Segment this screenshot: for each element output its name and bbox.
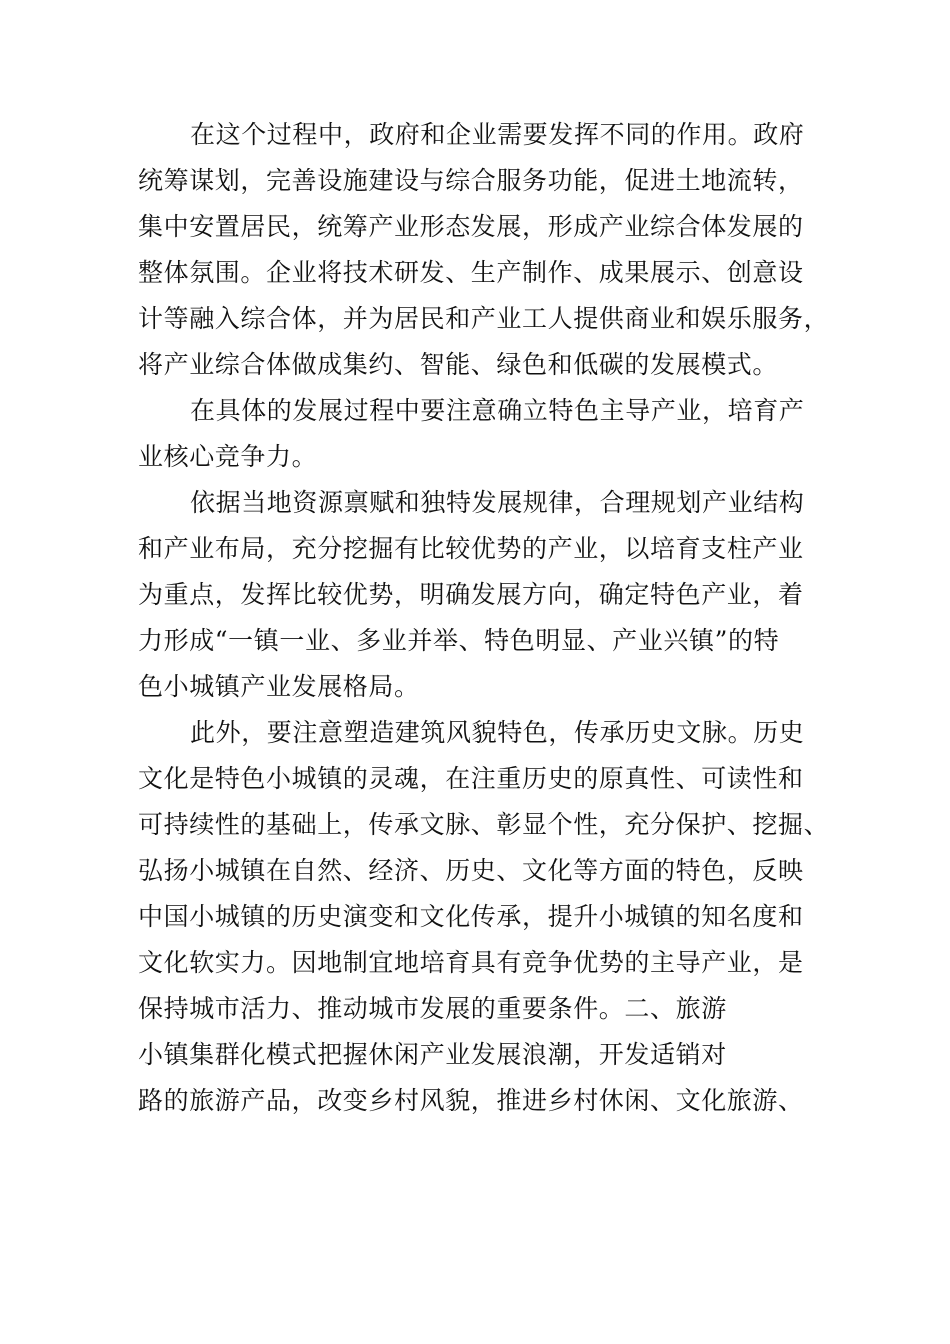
paragraph-line: 弘扬小城镇在自然、经济、历史、文化等方面的特色，反映	[138, 856, 804, 885]
paragraph-line: 小镇集群化模式把握休闲产业发展浪潮，开发适销对	[138, 1040, 727, 1069]
paragraph-line: 可持续性的基础上，传承文脉、彰显个性，充分保护、挖掘、	[138, 810, 830, 839]
paragraph-line: 文化软实力。因地制宜地培育具有竞争优势的主导产业，是	[138, 948, 804, 977]
paragraph-line: 在具体的发展过程中要注意确立特色主导产业，培育产	[190, 396, 805, 425]
paragraph-line: 依据当地资源禀赋和独特发展规律，合理规划产业结构	[190, 488, 805, 517]
paragraph-line: 保持城市活力、推动城市发展的重要条件。二、旅游	[138, 994, 727, 1023]
paragraph-line: 为重点，发挥比较优势，明确发展方向，确定特色产业，着	[138, 580, 804, 609]
paragraph-line: 路的旅游产品，改变乡村风貌，推进乡村休闲、文化旅游、	[138, 1086, 804, 1115]
paragraph-line: 色小城镇产业发展格局。	[138, 672, 420, 701]
paragraph-line: 计等融入综合体，并为居民和产业工人提供商业和娱乐服务，	[138, 304, 830, 333]
paragraph-line: 文化是特色小城镇的灵魂，在注重历史的原真性、可读性和	[138, 764, 804, 793]
paragraph-line: 统筹谋划，完善设施建设与综合服务功能，促进土地流转，	[138, 166, 804, 195]
paragraph-line: 业核心竞争力。	[138, 442, 318, 471]
paragraph-line: 在这个过程中，政府和企业需要发挥不同的作用。政府	[190, 120, 805, 149]
paragraph-line: 力形成“一镇一业、多业并举、特色明显、产业兴镇”的特	[138, 626, 780, 655]
paragraph-line: 将产业综合体做成集约、智能、绿色和低碳的发展模式。	[138, 350, 779, 379]
paragraph-line: 中国小城镇的历史演变和文化传承，提升小城镇的知名度和	[138, 902, 804, 931]
paragraph-line: 整体氛围。企业将技术研发、生产制作、成果展示、创意设	[138, 258, 804, 287]
paragraph-line: 此外，要注意塑造建筑风貌特色，传承历史文脉。历史	[190, 718, 805, 747]
paragraph-line: 和产业布局，充分挖掘有比较优势的产业，以培育支柱产业	[138, 534, 804, 563]
paragraph-line: 集中安置居民，统筹产业形态发展，形成产业综合体发展的	[138, 212, 804, 241]
body-text	[138, 112, 828, 1124]
